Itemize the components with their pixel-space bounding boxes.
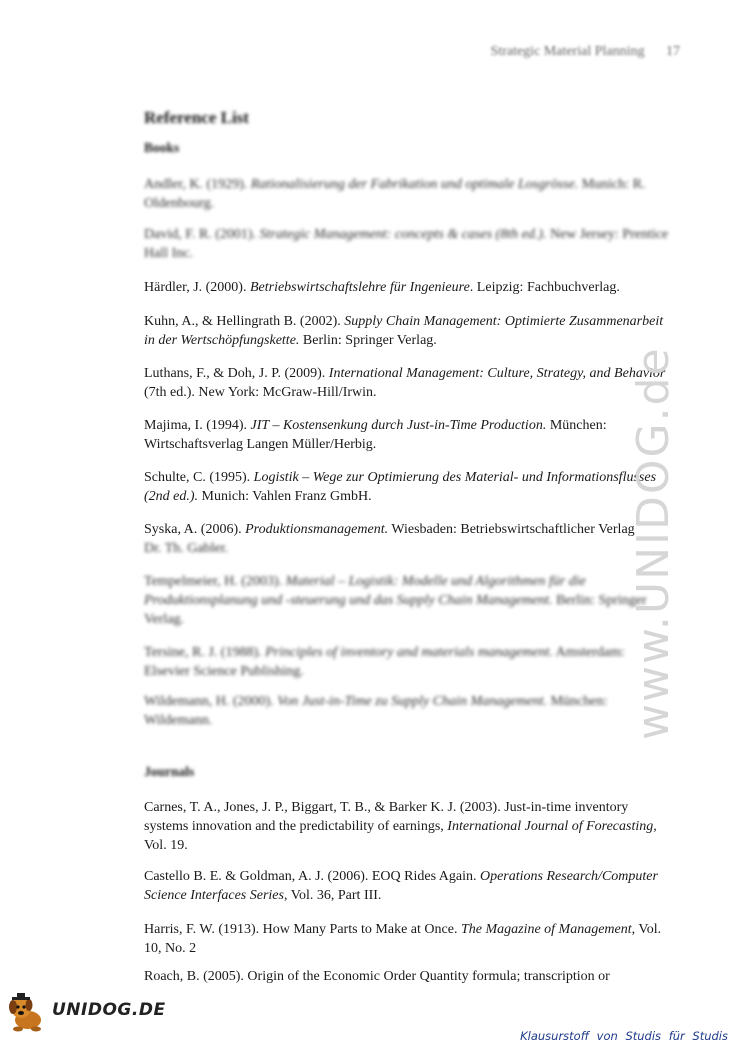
unidog-watermark: www.UNIDOG.de	[628, 346, 679, 740]
book-reference: Schulte, C. (1995). Logistik – Wege zur Optimierung des Material- und Informationsflusses (2nd ed.). Munich: Vahlen Franz GmbH.	[144, 470, 657, 504]
footer-tagline: Klausurstoff von Studis für Studis	[520, 1029, 728, 1043]
dog-mascot-icon	[4, 992, 52, 1032]
unidog-logo[interactable]	[4, 992, 166, 1032]
journal-reference: Castello B. E. & Goldman, A. J. (2006). EOQ Rides Again. Operations Research/Computer Science Interfaces Series, Vol. 36, Part III.	[144, 869, 658, 903]
book-reference: David, F. R. (2001). Strategic Management: concepts & cases (8th ed.). New Jersey: Prentice Hall Inc.	[144, 227, 669, 261]
page-number: 17	[666, 44, 680, 59]
journal-reference: Carnes, T. A., Jones, J. P., Biggart, T. B., & Barker K. J. (2003). Just-in-time inventory systems innovation and the predictability of earnings, International Journal of Forecasting, Vol. 19.	[144, 800, 657, 853]
journal-reference: Roach, B. (2005). Origin of the Economic Order Quantity formula; transcription or	[144, 969, 610, 984]
logo-text: UNIDOG.DE	[52, 1000, 166, 1020]
book-reference: Majima, I. (1994). JIT – Kostensenkung durch Just-in-Time Production. München: Wirtschaftsverlag Langen Müller/Herbig.	[144, 418, 607, 452]
book-reference: Tersine, R. J. (1988). Principles of inventory and materials management. Amsterdam: Elsevier Science Publishing.	[144, 645, 625, 679]
book-reference: Härdler, J. (2000). Betriebswirtschaftslehre für Ingenieure. Leipzig: Fachbuchverlag.	[144, 280, 620, 295]
book-reference: Kuhn, A., & Hellingrath B. (2002). Supply Chain Management: Optimierte Zusammenarbeit in der Wertschöpfungskette. Berlin: Springer Verlag.	[144, 314, 664, 348]
book-reference-continuation: Dr. Th. Gabler.	[144, 541, 229, 556]
book-reference: Luthans, F., & Doh, J. P. (2009). International Management: Culture, Strategy, and Behavior (7th ed.). New York: McGraw-Hill/Irwin.	[144, 366, 666, 400]
journal-reference: Harris, F. W. (1913). How Many Parts to Make at Once. The Magazine of Management, Vol. 10, No. 2	[144, 922, 662, 956]
book-reference: Tempelmeier, H. (2003). Material – Logistik: Modelle und Algorithmen für die Produktionsplanung und -steuerung und das Supply Chain Management. Berlin: Springer Verlag.	[144, 574, 647, 627]
running-title: Strategic Material Planning	[490, 44, 645, 59]
journals-heading: Journals	[144, 764, 195, 779]
reference-list-heading: Reference List	[144, 108, 249, 127]
book-reference: Andler, K. (1929). Rationalisierung der Fabrikation und optimale Losgrösse. Munich: R. Oldenbourg.	[144, 177, 646, 211]
book-reference: Syska, A. (2006). Produktionsmanagement. Wiesbaden: Betriebswirtschaftlicher Verlag	[144, 522, 635, 537]
books-heading: Books	[144, 140, 180, 155]
running-header	[491, 44, 680, 60]
book-reference: Wildemann, H. (2000). Von Just-in-Time zu Supply Chain Management. München: Wildemann.	[144, 694, 608, 728]
